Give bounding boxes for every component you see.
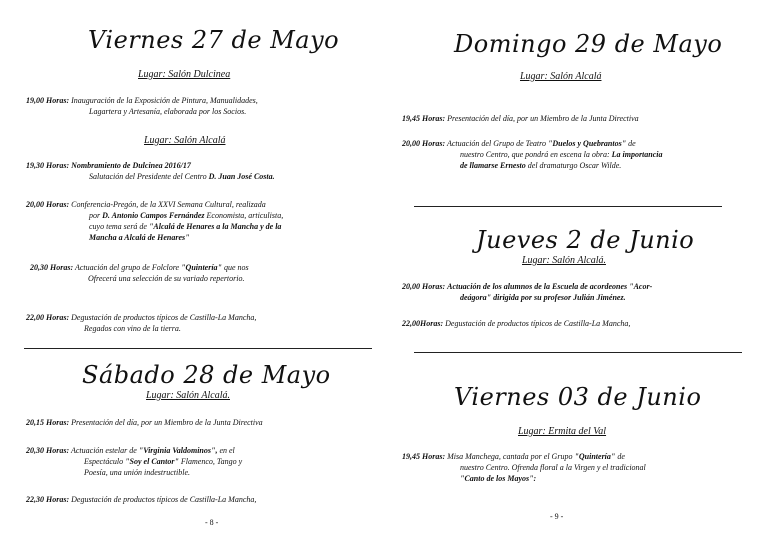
event-text: Inauguración de la Exposición de Pintura, Manualidades, [71,96,258,105]
event-person: D. Juan José Costa. [208,172,275,181]
event-text: de [626,139,636,148]
event-20-00 [26,199,371,243]
event-text: Actuación de los alumnos de la Escuela de acordeones "Acor- [447,282,653,291]
event-text: nuestro Centro. Ofrenda floral a la Virgen y el tradicional [460,463,646,472]
event-time: 20,15 Horas: [26,418,70,427]
event-text: del dramaturgo Oscar Wilde. [525,161,622,170]
event-text: Actuación estelar de [70,446,139,455]
event-time: 20,00 Horas: [402,282,446,291]
event-play: de llamarse Ernesto [460,161,526,170]
heading-viernes-03: Viernes 03 de Junio [454,383,702,411]
event-20-15 [26,417,371,428]
event-text: "Canto de los Mayos": [460,474,537,483]
event-text: Espectáculo [84,457,126,466]
event-group: "Duelos y Quebrantos" [547,139,627,148]
event-19-45-viernes [402,451,752,484]
event-text: Salutación del Presidente del Centro [89,172,209,181]
event-text: Degustación de productos típicos de Castilla-La Mancha, [71,313,257,322]
place-salon-alcala: Lugar: Salón Alcalá. [522,255,606,266]
event-text: Actuación del grupo de Folclore [74,263,182,272]
event-time: 20,30 Horas: [26,446,70,455]
place-salon-alcala: Lugar: Salón Alcalá. [146,390,230,401]
divider [24,348,372,349]
event-time: 22,00Horas: [402,319,444,328]
event-artist: "Virginia Valdominos", [138,446,218,455]
event-text: Actuación del Grupo de Teatro [446,139,548,148]
event-time: 19,45 Horas: [402,452,446,461]
event-20-00-domingo [402,138,752,171]
event-text: Presentación del día, por un Miembro de la Junta Directiva [71,418,263,427]
event-text: Presentación del día, por un Miembro de la Junta Directiva [447,114,639,123]
event-group: "Quintería" [574,452,616,461]
event-text: Degustación de productos típicos de Castilla-La Mancha, [71,495,257,504]
event-topic: "Alcalá de Henares a la Mancha y de la [148,222,282,231]
event-19-30 [26,160,371,182]
event-text: de [615,452,625,461]
event-time: 22,30 Horas: [26,495,70,504]
place-salon-alcala: Lugar: Salón Alcalá [144,135,226,146]
event-text: que nos [222,263,249,272]
event-time: 19,45 Horas: [402,114,446,123]
page-number: - 8 - [205,518,219,527]
event-text: Conferencia-Pregón, de la XXVI Semana Cultural, realizada [71,200,266,209]
event-text: Poesía, una unión indestructible. [84,468,190,477]
event-time: 19,30 Horas: [26,161,70,170]
event-text: en el [217,446,235,455]
event-time: 22,00 Horas: [26,313,70,322]
event-text: Regados con vino de la tierra. [84,324,181,333]
divider [414,352,742,353]
event-text: nuestro Centro, que pondrá en escena la obra: [460,150,612,159]
event-play: La importancia [611,150,663,159]
event-text: Ofrecerá una selección de su variado repertorio. [88,274,245,283]
event-text: deágora" dirigida por su profesor Julián Jiménez. [460,293,626,302]
place-salon-alcala: Lugar: Salón Alcalá [520,71,602,82]
event-time: 19,00 Horas: [26,96,70,105]
event-22-00 [26,312,371,334]
divider [414,206,722,207]
heading-viernes-27: Viernes 27 de Mayo [88,26,340,54]
event-20-00-jueves [402,281,752,303]
event-20-30-sabado [26,445,371,478]
event-20-30 [30,262,375,284]
page-number: - 9 - [550,512,564,521]
event-topic: Mancha a Alcalá de Henares" [89,233,190,242]
place-ermita-del-val: Lugar: Ermita del Val [518,426,607,437]
event-show: "Soy el Cantor" [125,457,179,466]
event-text: Flamenco, Tango y [178,457,243,466]
event-19-45 [402,113,752,124]
event-19-00 [26,95,371,117]
event-text: Degustación de productos típicos de Castilla-La Mancha, [445,319,631,328]
event-text: Misa Manchega, cantada por el Grupo [447,452,575,461]
event-22-00-jueves [402,318,752,329]
heading-jueves-2: Jueves 2 de Junio [476,226,695,254]
event-person: D. Antonio Campos Fernández [102,211,205,220]
event-text: Nombramiento de Dulcinea 2016/17 [71,161,191,170]
event-text: Economista, articulista, [204,211,284,220]
event-text: por [89,211,103,220]
event-time: 20,00 Horas: [402,139,446,148]
event-time: 20,00 Horas: [26,200,70,209]
event-22-30 [26,494,371,505]
right-page [382,0,764,540]
event-text: cuyo tema será de [89,222,149,231]
event-group: "Quintería" [181,263,222,272]
heading-domingo-29: Domingo 29 de Mayo [454,30,723,58]
event-time: 20,30 Horas: [30,263,74,272]
place-salon-dulcinea: Lugar: Salón Dulcinea [138,69,231,80]
heading-sabado-28: Sábado 28 de Mayo [82,361,331,389]
event-text: Lagartera y Artesanía, elaborada por los Socios. [89,107,247,116]
